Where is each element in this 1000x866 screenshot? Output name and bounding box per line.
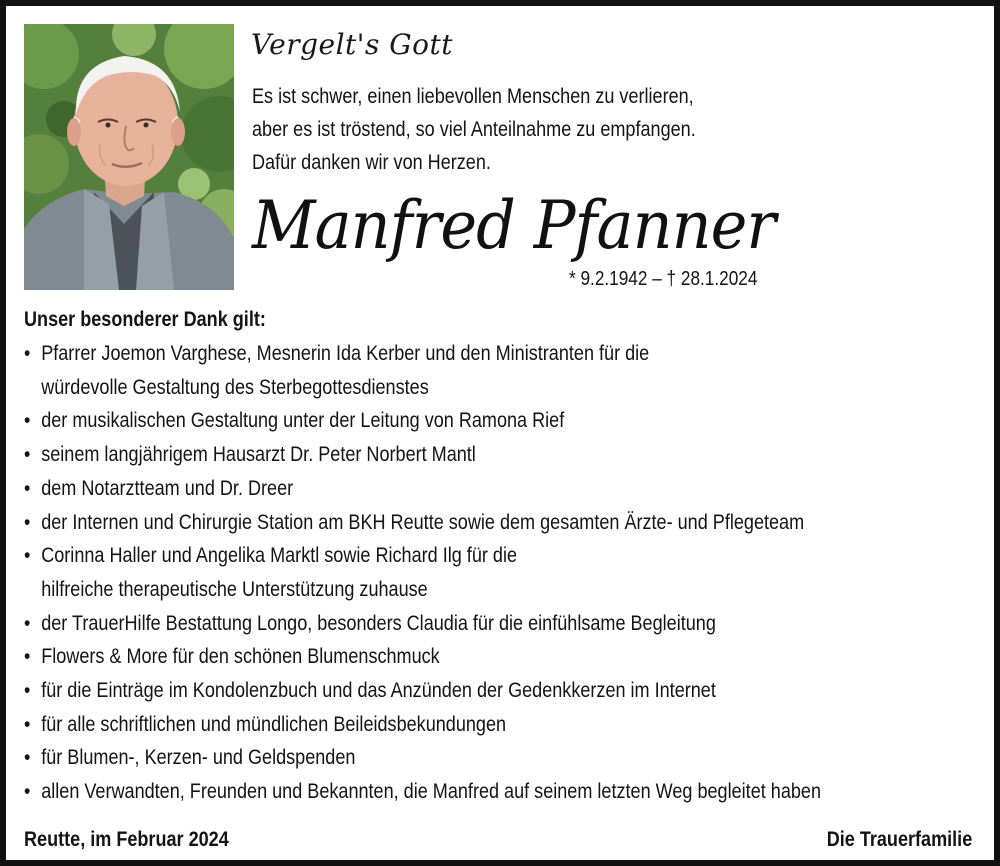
list-item-text: der TrauerHilfe Bestattung Longo, besonders Claudia für die einfühlsame Begleitung [41, 611, 716, 635]
thanks-list [24, 337, 821, 809]
list-item [24, 708, 821, 742]
bullet-icon: • [24, 409, 31, 433]
list-item [24, 472, 821, 506]
list-item [24, 506, 821, 540]
list-item [24, 337, 821, 404]
list-item-text-continued: hilfreiche therapeutische Unterstützung zuhause [41, 577, 428, 601]
list-item-text: für Blumen-, Kerzen- und Geldspenden [41, 746, 356, 770]
bullet-icon: • [24, 712, 31, 736]
intro-line: Es ist schwer, einen liebevollen Menschen zu verlieren, [252, 85, 694, 108]
bullet-icon: • [24, 611, 31, 635]
list-item [24, 607, 821, 641]
list-item-text: dem Notarztteam und Dr. Dreer [41, 476, 294, 500]
intro-text [252, 80, 696, 179]
bullet-icon: • [24, 544, 31, 568]
life-dates: * 9.2.1942 – † 28.1.2024 [569, 268, 758, 290]
list-item-text: Corinna Haller und Angelika Marktl sowie Richard Ilg für die [41, 544, 518, 568]
list-item [24, 539, 821, 606]
list-item-text: allen Verwandten, Freunden und Bekannten, die Manfred auf seinem letzten Weg begleitet haben [41, 780, 821, 804]
list-item-text: für alle schriftlichen und mündlichen Beileidsbekundungen [41, 712, 507, 736]
list-item [24, 404, 821, 438]
list-item-text: Pfarrer Joemon Varghese, Mesnerin Ida Kerber und den Ministranten für die [41, 342, 650, 365]
list-item [24, 775, 821, 809]
bullet-icon: • [24, 780, 31, 804]
intro-line: aber es ist tröstend, so viel Anteilnahme zu empfangen. [252, 118, 696, 141]
list-item [24, 438, 821, 472]
greeting-heading: Vergelt's Gott [251, 28, 454, 61]
list-item-text-continued: würdevolle Gestaltung des Sterbegottesdienstes [41, 375, 429, 399]
list-item [24, 674, 821, 708]
signature: Die Trauerfamilie [826, 828, 972, 851]
bullet-icon: • [24, 443, 31, 467]
bullet-icon: • [24, 342, 31, 365]
intro-line: Dafür danken wir von Herzen. [252, 151, 491, 174]
list-item-text: Flowers & More für den schönen Blumenschmuck [41, 645, 440, 669]
deceased-name: Manfred Pfanner [252, 187, 776, 264]
portrait-illustration [24, 24, 234, 290]
thanks-heading: Unser besonderer Dank gilt: [24, 308, 266, 331]
bullet-icon: • [24, 645, 31, 669]
list-item-text: der Internen und Chirurgie Station am BKH Reutte sowie dem gesamten Ärzte- und Pflegeteam [41, 510, 805, 534]
list-item-text: der musikalischen Gestaltung unter der Leitung von Ramona Rief [41, 409, 565, 433]
list-item [24, 640, 821, 674]
list-item [24, 741, 821, 775]
list-item-text: seinem langjährigem Hausarzt Dr. Peter Norbert Mantl [41, 443, 476, 467]
bullet-icon: • [24, 679, 31, 703]
list-item-text: für die Einträge im Kondolenzbuch und das Anzünden der Gedenkkerzen im Internet [41, 679, 716, 703]
bullet-icon: • [24, 746, 31, 770]
portrait-photo [24, 24, 234, 290]
bullet-icon: • [24, 510, 31, 534]
place-date: Reutte, im Februar 2024 [24, 828, 229, 851]
bullet-icon: • [24, 476, 31, 500]
